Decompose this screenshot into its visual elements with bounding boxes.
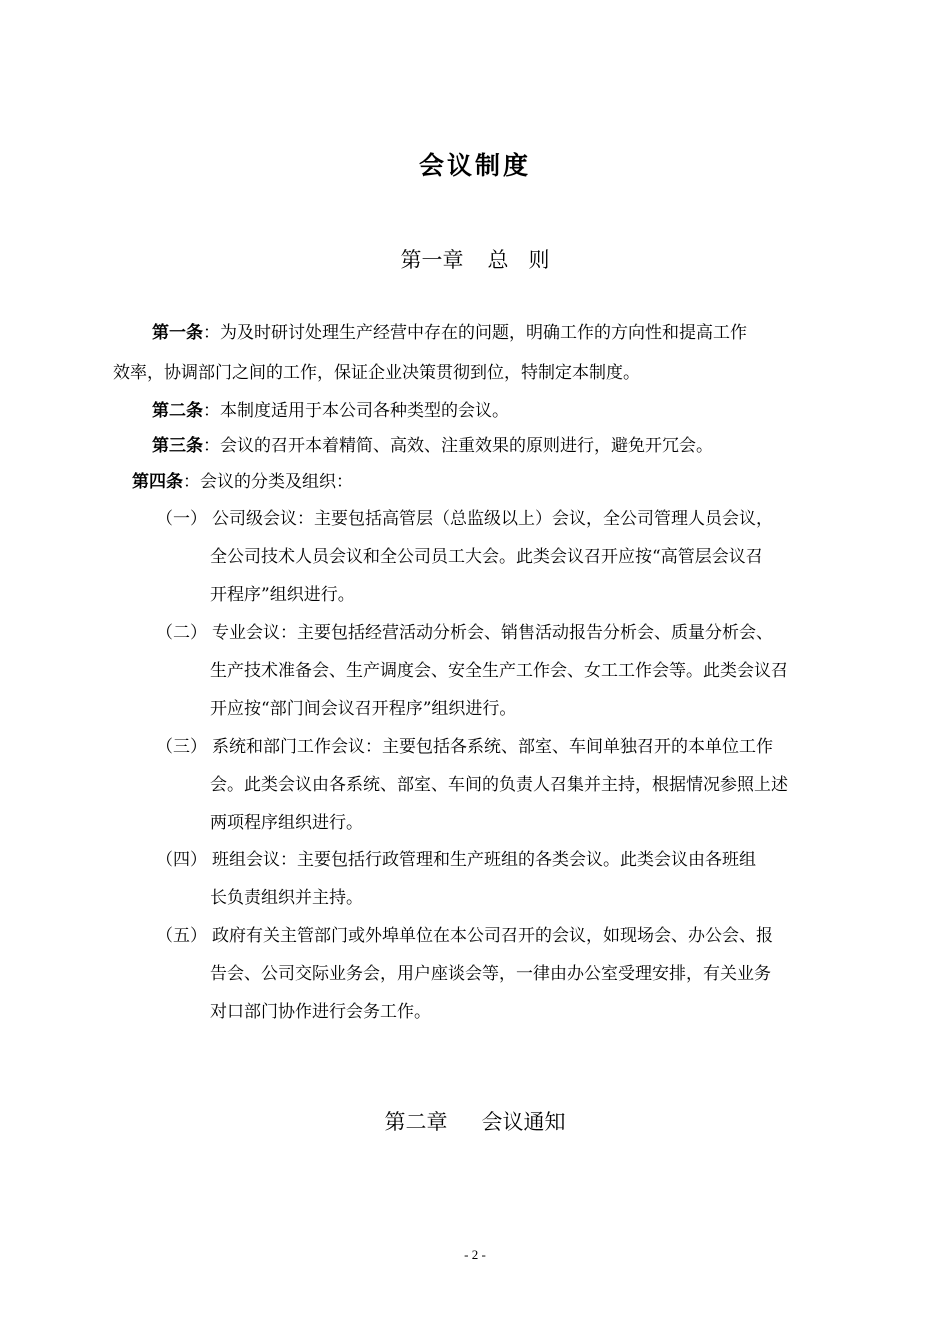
list-item-2-line-2: 生产技术准备会、生产调度会、安全生产工作会、女工工作会等。此类会议召 <box>210 661 788 681</box>
article-3 <box>152 434 713 458</box>
list-item-5-line-1 <box>156 924 773 948</box>
article-1-text-1: ：为及时研讨处理生产经营中存在的问题，明确工作的方向性和提高工作 <box>203 323 747 343</box>
article-2 <box>152 399 509 423</box>
list-item-1-line-2: 全公司技术人员会议和全公司员工大会。此类会议召开应按“高管层会议召 <box>210 547 763 567</box>
article-1-line-1 <box>152 321 747 345</box>
list-item-4-line-1 <box>156 848 756 872</box>
list-item-2-line-3: 开应按“部门间会议召开程序”组织进行。 <box>210 699 517 719</box>
chapter-2-number: 第二章 <box>384 1110 448 1134</box>
article-4-label: 第四条 <box>132 472 183 492</box>
list-item-2-text-1: 专业会议：主要包括经营活动分析会、销售活动报告分析会、质量分析会、 <box>212 623 773 643</box>
article-4 <box>132 470 353 494</box>
list-item-5-number: （五） <box>156 926 207 946</box>
article-2-label: 第二条 <box>152 401 203 421</box>
chapter-1-heading <box>0 244 950 274</box>
page-number: - 2 - <box>464 1247 486 1262</box>
list-item-4-text-1: 班组会议：主要包括行政管理和生产班组的各类会议。此类会议由各班组 <box>212 850 756 870</box>
list-item-4-line-2: 长负责组织并主持。 <box>210 888 363 908</box>
list-item-1-text-1: 公司级会议：主要包括高管层（总监级以上）会议，全公司管理人员会议， <box>212 509 773 529</box>
list-item-3-line-1 <box>156 735 773 759</box>
document-title: 会议制度 <box>418 151 531 180</box>
list-item-1-line-3: 开程序”组织进行。 <box>210 585 355 605</box>
chapter-1-number: 第一章 <box>400 248 464 272</box>
list-item-3-number: （三） <box>156 737 207 757</box>
article-4-text: ：会议的分类及组织： <box>183 472 353 492</box>
list-item-5-line-3: 对口部门协作进行会务工作。 <box>210 1002 431 1022</box>
article-1-line-2: 效率，协调部门之间的工作，保证企业决策贯彻到位，特制定本制度。 <box>113 363 640 383</box>
list-item-3-line-3: 两项程序组织进行。 <box>210 813 363 833</box>
list-item-3-line-2: 会。此类会议由各系统、部室、车间的负责人召集并主持，根据情况参照上述 <box>210 775 788 795</box>
article-1-label: 第一条 <box>152 323 203 343</box>
chapter-1-title-b: 则 <box>528 248 550 272</box>
list-item-2-number: （二） <box>156 623 207 643</box>
chapter-2-heading <box>0 1106 950 1136</box>
list-item-5-line-2: 告会、公司交际业务会，用户座谈会等，一律由办公室受理安排，有关业务 <box>210 964 771 984</box>
list-item-5-text-1: 政府有关主管部门或外埠单位在本公司召开的会议，如现场会、办公会、报 <box>212 926 773 946</box>
list-item-2-line-1 <box>156 621 773 645</box>
article-3-text: ：会议的召开本着精简、高效、注重效果的原则进行，避免开冗会。 <box>203 436 713 456</box>
article-2-text: ：本制度适用于本公司各种类型的会议。 <box>203 401 509 421</box>
chapter-1-title-a: 总 <box>487 248 509 272</box>
list-item-3-text-1: 系统和部门工作会议：主要包括各系统、部室、车间单独召开的本单位工作 <box>212 737 773 757</box>
list-item-1-number: （一） <box>156 509 207 529</box>
list-item-4-number: （四） <box>156 850 207 870</box>
article-3-label: 第三条 <box>152 436 203 456</box>
list-item-1-line-1 <box>156 507 773 531</box>
chapter-2-title: 会议通知 <box>481 1110 566 1134</box>
